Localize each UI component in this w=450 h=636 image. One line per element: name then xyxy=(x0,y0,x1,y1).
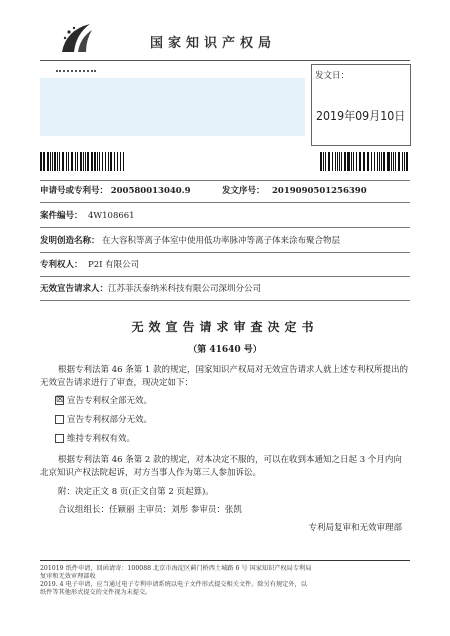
barcode-bar xyxy=(62,152,64,171)
barcode-bar xyxy=(387,152,388,171)
barcode-bar xyxy=(339,152,340,171)
barcode-bar xyxy=(99,152,100,171)
barcode-bar xyxy=(94,152,96,171)
petitioner-row xyxy=(40,284,410,295)
barcode-bar xyxy=(114,152,115,171)
invention-value: 在大容积等离子体室中使用低功率脉冲等离子体来涂布聚合物层 xyxy=(102,236,341,246)
option-label: 维持专利权有效。 xyxy=(67,434,136,444)
barcode-right xyxy=(320,152,410,171)
barcode-bar xyxy=(391,152,393,171)
divider xyxy=(40,276,410,277)
barcode-bar xyxy=(68,152,69,171)
footer-line-4: 纸件等其他形式提交的文件视为未提交。 xyxy=(40,589,152,596)
barcode-bar xyxy=(379,152,380,171)
header-divider xyxy=(40,60,410,61)
option-label: 宣告专利权全部无效。 xyxy=(67,396,153,406)
patentee-label: 专利权人： xyxy=(40,260,83,270)
barcode-bar xyxy=(381,152,382,171)
barcode-bar xyxy=(335,152,336,171)
redacted-address-block xyxy=(40,78,305,136)
barcode-bar xyxy=(59,152,60,171)
decision-paragraph-2: 根据专利法第 46 条第 2 款的规定，对本决定不服的，可以在收到本通知之日起 3 个月内向北京知识产权法院起诉，对方当事人作为第三人参加诉讼。 xyxy=(40,455,402,478)
barcode-bar xyxy=(377,152,379,171)
checkbox-empty-icon xyxy=(55,415,64,424)
send-serial-label: 发文序号： xyxy=(222,186,265,196)
decision-paragraph-1: 根据专利法第 46 条第 1 款的规定，国家知识产权局对无效宣告请求人就上述专利权所提出的无效宣告请求进行了审查，现决定如下： xyxy=(40,365,409,388)
barcode-bar xyxy=(402,152,403,171)
patentee-row xyxy=(40,260,410,271)
barcode-bar xyxy=(110,152,112,171)
barcode-bar xyxy=(44,152,45,171)
invention-row xyxy=(40,236,410,247)
divider xyxy=(40,180,410,181)
option-invalid-partial xyxy=(55,413,152,425)
send-date-label: 发文日： xyxy=(315,71,350,81)
barcode-bar xyxy=(97,152,98,171)
barcode-bar xyxy=(57,152,58,171)
barcode-bar xyxy=(337,152,339,171)
barcode-bar xyxy=(102,152,104,171)
decision-number: （第 41640 号） xyxy=(188,345,262,355)
footer-line-1: 201019 纸件申请，回函请寄：100088 北京市海淀区蓟门桥西土城路 6 号 国家知识产权局专利局 xyxy=(40,565,312,572)
barcode-bar xyxy=(332,152,333,171)
barcode-bar xyxy=(395,152,396,171)
petitioner-value: 江苏菲沃泰纳米科技有限公司深圳分公司 xyxy=(108,284,262,294)
send-date-value: 2019年09月10日 xyxy=(316,109,406,123)
barcode-bar xyxy=(371,152,372,171)
barcode-bar xyxy=(75,152,76,171)
option-maintain-valid xyxy=(55,432,135,444)
barcode-left xyxy=(40,152,125,171)
barcode-bar xyxy=(344,152,346,171)
barcode-bar xyxy=(398,152,400,171)
checkbox-empty-icon xyxy=(55,434,64,443)
barcode-bar xyxy=(108,152,109,171)
barcode-bar xyxy=(353,152,354,171)
barcode-bar xyxy=(363,152,364,171)
barcode-bar xyxy=(323,152,324,171)
checkbox-checked-icon: ☒ xyxy=(56,394,65,405)
barcode-bar xyxy=(52,152,53,171)
option-invalid-all xyxy=(55,394,152,406)
barcode-bar xyxy=(347,152,348,171)
option-label: 宣告专利权部分无效。 xyxy=(67,415,153,425)
barcode-bar xyxy=(374,152,375,171)
footer-divider xyxy=(40,560,410,561)
divider xyxy=(40,300,410,301)
barcode-bar xyxy=(123,152,124,171)
barcode-bar xyxy=(120,152,122,171)
case-value: 4W108661 xyxy=(88,211,135,221)
patentee-value: P2I 有限公司 xyxy=(88,260,140,270)
barcode-bar xyxy=(43,152,44,171)
barcode-bar xyxy=(364,152,365,171)
barcode-bar xyxy=(92,152,93,171)
decision-title: 无效宣告请求审查决定书 xyxy=(131,320,319,334)
barcode-bar xyxy=(351,152,353,171)
footer-line-2: 复审和无效审理部收 xyxy=(40,573,96,580)
barcode-bar xyxy=(388,152,389,171)
barcode-bar xyxy=(383,152,385,171)
application-label: 申请号或专利号： xyxy=(40,186,109,196)
barcode-bar xyxy=(83,152,84,171)
barcode-bar xyxy=(393,152,394,171)
application-value: 200580013040.9 xyxy=(110,186,191,196)
issuing-department: 专利局复审和无效审理部 xyxy=(308,523,402,533)
redacted-marker xyxy=(56,70,96,72)
barcode-bar xyxy=(50,152,51,171)
barcode-bar xyxy=(341,152,342,171)
barcode-bar xyxy=(367,152,369,171)
invention-label: 发明创造名称： xyxy=(40,236,100,246)
barcode-bar xyxy=(348,152,349,171)
barcode-bar xyxy=(325,152,326,171)
barcode-bar xyxy=(117,152,118,171)
barcode-bar xyxy=(80,152,82,171)
barcode-bar xyxy=(91,152,92,171)
case-row xyxy=(40,211,410,222)
cnipa-logo-icon xyxy=(60,22,94,54)
barcode-bar xyxy=(47,152,49,171)
application-row xyxy=(40,186,410,197)
attachment-note: 附：决定正文 8 页(正文自第 2 页起算)。 xyxy=(58,487,214,497)
divider xyxy=(40,252,410,253)
case-label: 案件编号： xyxy=(40,211,83,221)
barcode-bar xyxy=(328,152,330,171)
barcode-bar xyxy=(87,152,89,171)
send-serial-value: 2019090501256390 xyxy=(272,186,367,196)
divider xyxy=(40,202,410,203)
barcode-bar xyxy=(66,152,67,171)
barcode-bar xyxy=(406,152,408,171)
petitioner-label: 无效宣告请求人： xyxy=(40,284,109,294)
barcode-bar xyxy=(71,152,73,171)
barcode-bar xyxy=(54,152,56,171)
barcode-bar xyxy=(404,152,405,171)
footer-line-3: 2019. 4 电子申请，应当通过电子专利申请系统以电子文件形式提交相关文件。除另有规定外，以 xyxy=(40,581,307,588)
barcode-bar xyxy=(40,152,42,171)
barcode-bar xyxy=(320,152,322,171)
barcode-bar xyxy=(85,152,86,171)
office-name: 国家知识产权局 xyxy=(150,36,277,51)
barcode-bar xyxy=(356,152,357,171)
barcode-bar xyxy=(105,152,106,171)
barcode-bar xyxy=(77,152,78,171)
panel-members: 合议组组长：任颖丽 主审员：刘彤 参审员：张凯 xyxy=(58,505,242,515)
divider xyxy=(40,227,410,228)
barcode-bar xyxy=(359,152,361,171)
